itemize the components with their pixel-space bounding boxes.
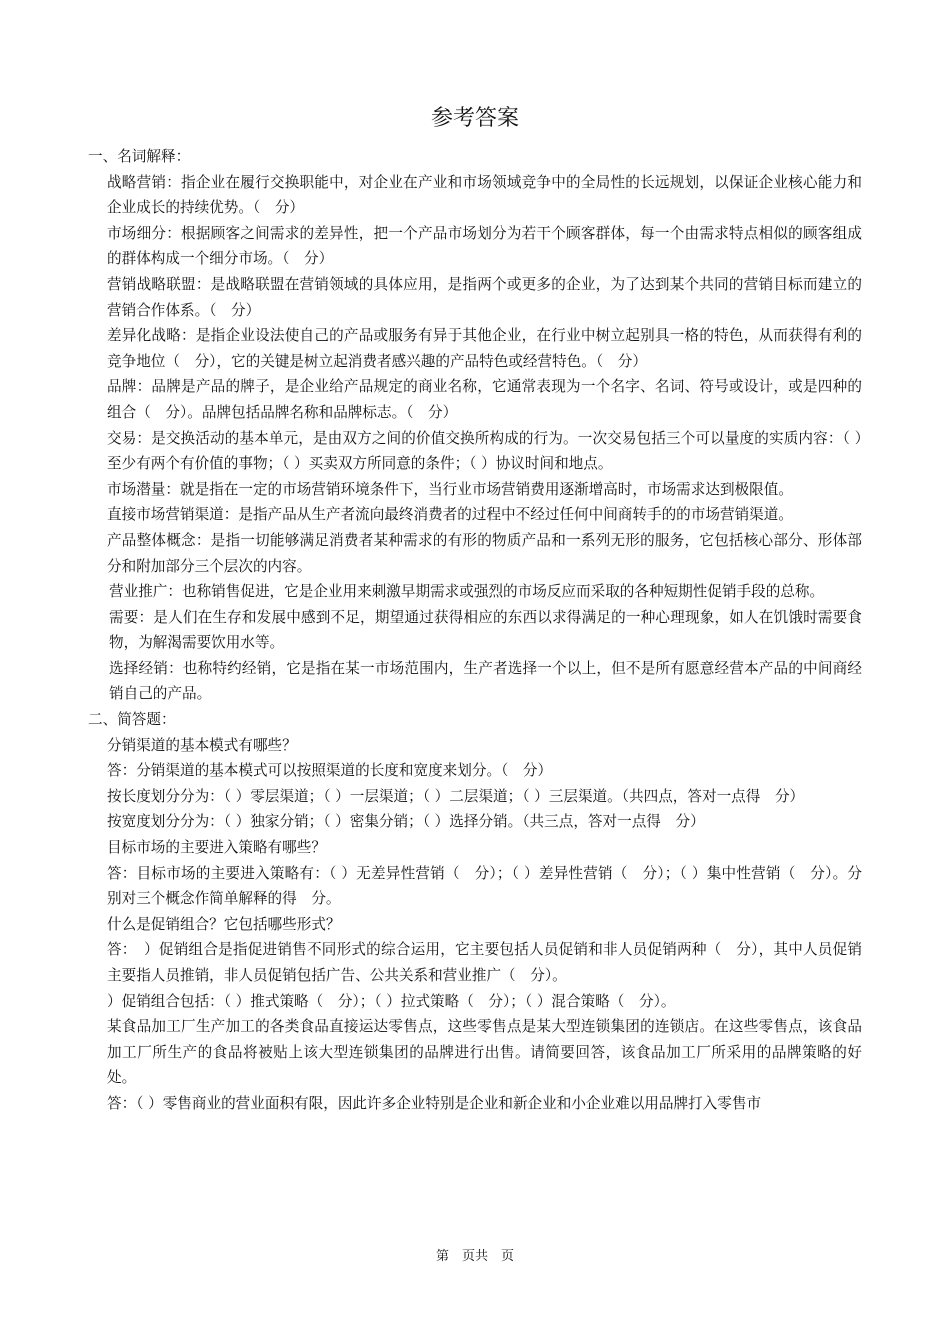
page-title: 参考答案: [430, 106, 519, 131]
definition-paragraph: 战略营销：指企业在履行交换职能中，对企业在产业和市场领域竞争中的全局性的长远规划，以保证企业核心能力和企业成长的持续优势。（ 分）: [107, 173, 862, 217]
answer-text: 答：分销渠道的基本模式可以按照渠道的长度和宽度来划分。（ 分）: [107, 762, 553, 780]
definition-paragraph: 品牌：品牌是产品的牌子，是企业给产品规定的商业名称，它通常表现为一个名字、名词、符号或设计，或是四种的组合（ 分）。品牌包括品牌名称和品牌标志。（ 分）: [107, 378, 862, 421]
answer-text: 答：目标市场的主要进入策略有：（ ）无差异性营销（ 分）；（ ）差异性营销（ 分）；（ ）集中性营销（ 分）。分别对三个概念作简单解释的得 分。: [107, 864, 862, 908]
answer-text: ）促销组合包括：（ ）推式策略（ 分）；（ ）拉式策略（ 分）；（ ）混合策略（ 分）。: [107, 992, 676, 1010]
document-body: [88, 144, 862, 1117]
question-text: 目标市场的主要进入策略有哪些？: [107, 839, 326, 857]
section-heading-definitions: 一、名词解释：: [88, 148, 191, 165]
answer-text: 按宽度划分分为：（ ）独家分销；（ ）密集分销；（ ）选择分销。（共三点，答对一点得 分）: [107, 813, 705, 831]
definition-paragraph: 营业推广：也称销售促进，它是企业用来刺激早期需求或强烈的市场反应而采取的各种短期性促销手段的总称。: [109, 583, 825, 601]
definition-paragraph: 差异化战略：是指企业设法使自己的产品或服务有异于其他企业，在行业中树立起别具一格的特色，从而获得有利的竞争地位（ 分），它的关键是树立起消费者感兴趣的产品特色或经营特色。（ 分）: [107, 327, 862, 370]
answer-text: 按长度划分分为：（ ）零层渠道；（ ）一层渠道；（ ）二层渠道；（ ）三层渠道。（共四点，答对一点得 分）: [107, 787, 805, 805]
definition-paragraph: 营销战略联盟：是战略联盟在营销领域的具体应用，是指两个或更多的企业，为了达到某个共同的营销目标而建立的营销合作体系。（ 分）: [107, 275, 862, 319]
definition-paragraph: 产品整体概念：是指一切能够满足消费者某种需求的有形的物质产品和一系列无形的服务，它包括核心部分、形体部分和附加部分三个层次的内容。: [107, 531, 862, 575]
definition-paragraph: 选择经销：也称特约经销，它是指在某一市场范围内，生产者选择一个以上，但不是所有愿意经营本产品的中间商经销自己的产品。: [109, 659, 862, 703]
answer-text: 答：（ ）零售商业的营业面积有限，因此许多企业特别是企业和新企业和小企业难以用品牌打入零售市: [107, 1094, 762, 1112]
definition-paragraph: 直接市场营销渠道：是指产品从生产者流向最终消费者的过程中不经过任何中间商转手的的市场营销渠道。: [107, 506, 793, 524]
definition-paragraph: 交易：是交换活动的基本单元，是由双方之间的价值交换所构成的行为。一次交易包括三个可以量度的实质内容：（ ）至少有两个有价值的事物；（ ）买卖双方所同意的条件；（ ）协议时间和地点。: [107, 429, 862, 473]
definition-paragraph: 市场潜量：就是指在一定的市场营销环境条件下，当行业市场营销费用逐渐增高时，市场需求达到极限值。: [107, 480, 793, 498]
definition-paragraph: 需要：是人们在生存和发展中感到不足，期望通过获得相应的东西以求得满足的一种心理现象，如人在饥饿时需要食物，为解渴需要饮用水等。: [109, 608, 862, 652]
question-text: 什么是促销组合？它包括哪些形式？: [107, 915, 341, 933]
section-heading-short-answer: 二、简答题：: [88, 711, 176, 729]
page-footer: 第 页共 页: [435, 1249, 514, 1264]
answer-text: 答： ）促销组合是指促进销售不同形式的综合运用，它主要包括人员促销和非人员促销两种（ 分），其中人员促销主要指人员推销，非人员促销包括广告、公共关系和营业推广（ 分）。: [107, 941, 862, 984]
question-text: 某食品加工厂生产加工的各类食品直接运达零售点，这些零售点是某大型连锁集团的连锁店。在这些零售点，该食品加工厂所生产的食品将被贴上该大型连锁集团的品牌进行出售。请简要回答，该食品加工厂所采用的品牌策略的好处。: [107, 1018, 862, 1087]
question-text: 分销渠道的基本模式有哪些？: [107, 736, 297, 754]
definition-paragraph: 市场细分：根据顾客之间需求的差异性，把一个产品市场划分为若干个顾客群体，每一个由需求特点相似的顾客组成的群体构成一个细分市场。（ 分）: [107, 224, 862, 268]
